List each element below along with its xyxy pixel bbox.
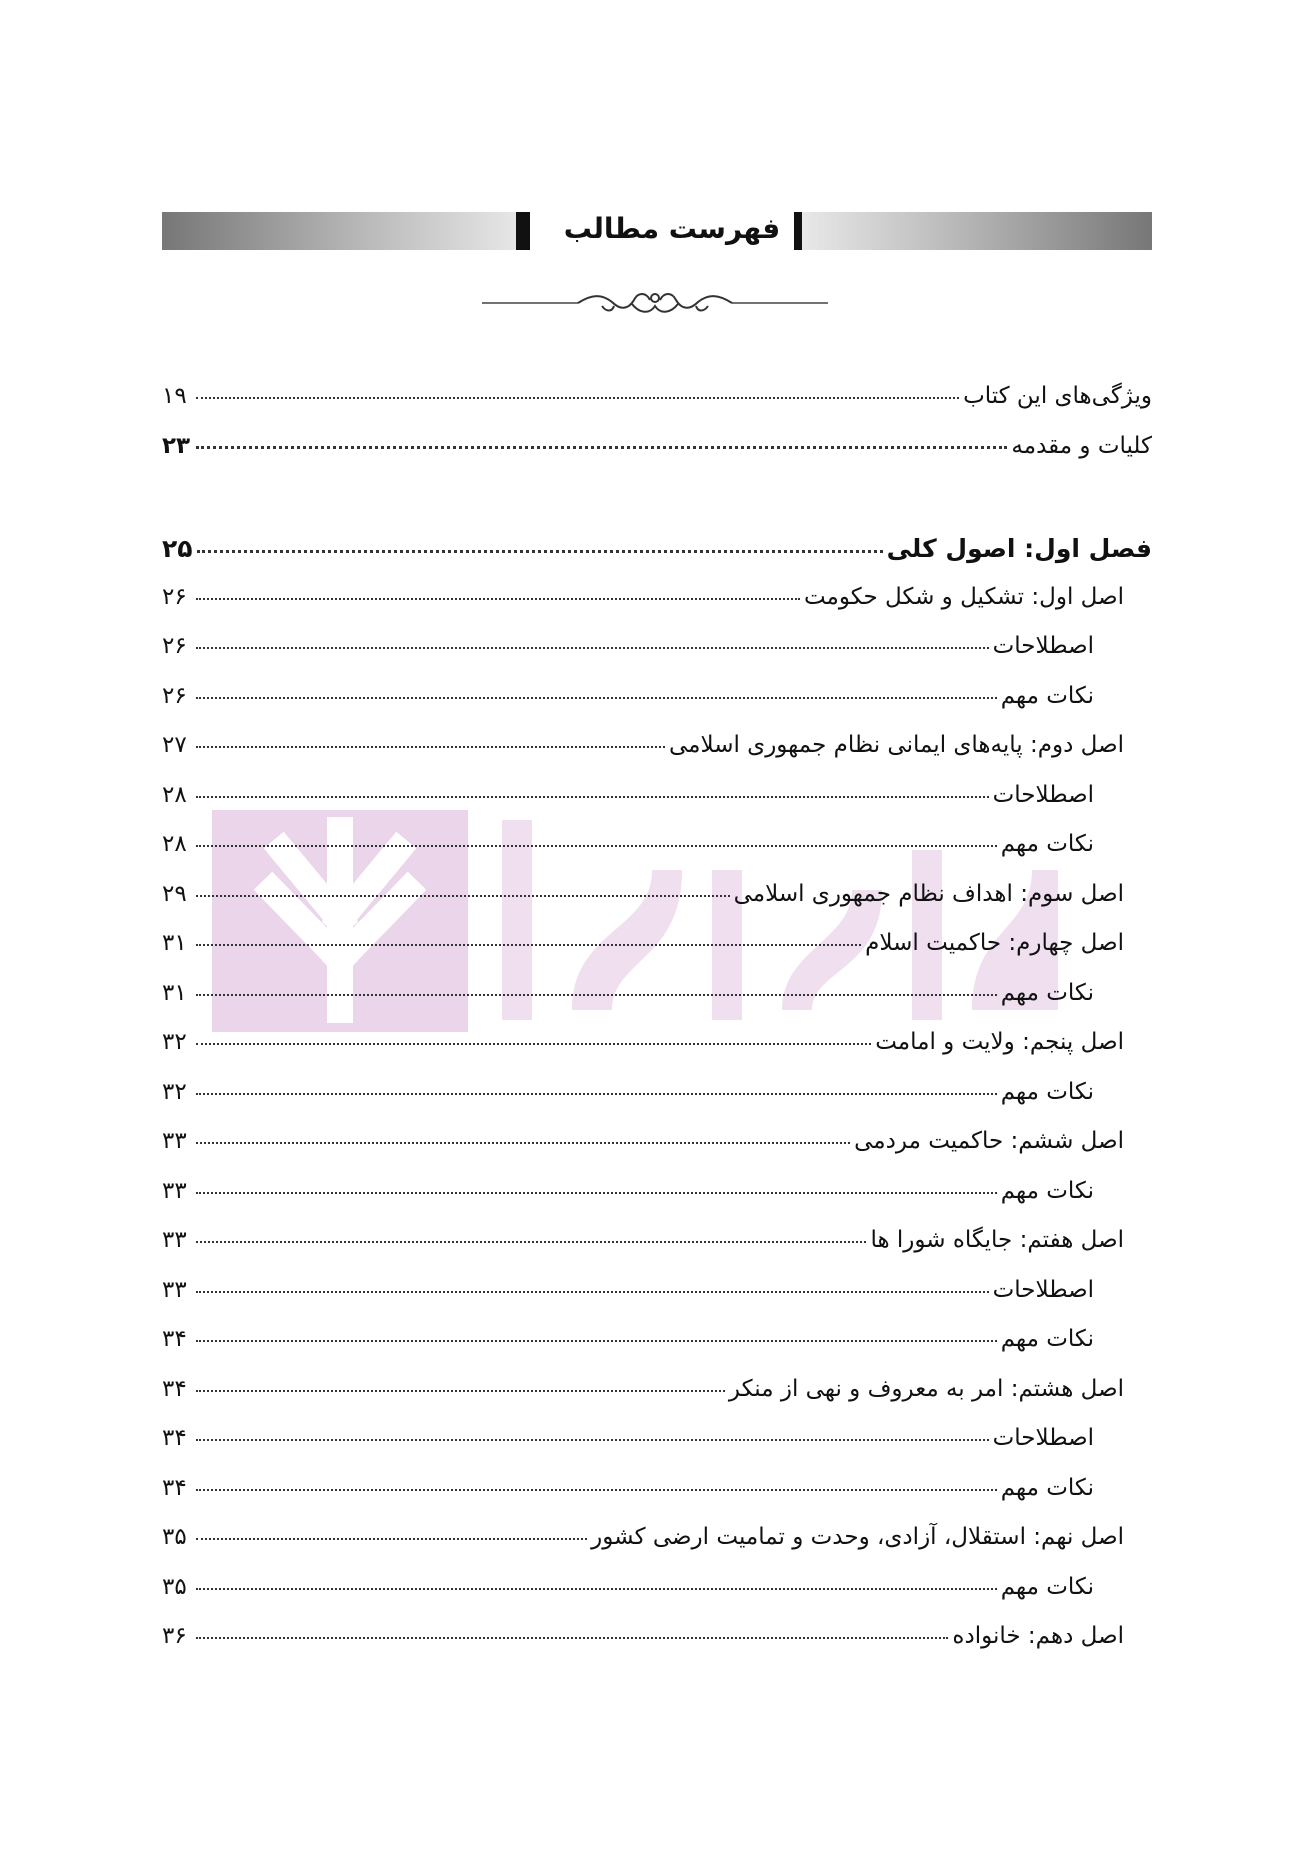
dot-leader	[196, 1489, 997, 1491]
toc-entry-page: ۳۲	[162, 1078, 187, 1105]
toc-entry-page: ۳۱	[162, 979, 187, 1006]
dot-leader	[196, 1538, 587, 1540]
toc-entry-page: ۳۳	[162, 1276, 187, 1303]
toc-entry-title: اصطلاحات	[992, 1276, 1094, 1303]
dot-leader	[196, 446, 1007, 449]
toc-entry[interactable]	[162, 782, 1152, 832]
toc-entry[interactable]	[162, 1277, 1152, 1327]
toc-item-introduction[interactable]	[162, 433, 1152, 483]
toc-entry-page: ۳۳	[162, 1227, 187, 1253]
dot-leader	[196, 746, 665, 748]
toc-entry-page: ۳۵	[162, 1524, 187, 1550]
toc-entry-page: ۳۲	[162, 1029, 187, 1055]
header-bar-right	[802, 212, 1152, 250]
toc-entry-page: ۲۸	[162, 831, 187, 857]
toc-entry-title: اصل نهم: استقلال، آزادی، وحدت و تمامیت ارضی کشور	[591, 1524, 1124, 1550]
toc-entry[interactable]	[162, 1623, 1152, 1673]
toc-entry-page: ۳۱	[162, 930, 187, 956]
dot-leader	[196, 1439, 989, 1441]
toc-header	[162, 206, 1152, 252]
toc-item-title: ویژگی‌های این کتاب	[963, 383, 1152, 409]
toc-entry-title: اصل دوم: پایه‌های ایمانی نظام جمهوری اسلامی	[669, 732, 1124, 758]
toc-entry-title: نکات مهم	[1000, 1177, 1094, 1204]
dot-leader	[196, 1340, 997, 1342]
toc-entry[interactable]	[162, 633, 1152, 683]
dot-leader	[196, 895, 730, 897]
dot-leader	[197, 550, 883, 553]
toc-entry-title: اصطلاحات	[992, 1425, 1094, 1451]
toc-entry-title: اصل دهم: خانواده	[952, 1623, 1124, 1649]
toc-entry-page: ۳۴	[162, 1474, 187, 1501]
toc-entry-page: ۳۴	[162, 1326, 187, 1352]
toc-entry-page: ۲۹	[162, 880, 187, 907]
dot-leader	[196, 1588, 997, 1590]
dot-leader	[196, 397, 959, 399]
dot-leader	[196, 1093, 997, 1095]
toc-entry-title: اصل پنجم: ولایت و امامت	[875, 1029, 1124, 1055]
toc-entry[interactable]	[162, 683, 1152, 733]
toc-entry-page: ۲۷	[162, 732, 187, 758]
dot-leader	[196, 598, 800, 600]
toc-entry-page: ۲۶	[162, 633, 187, 659]
toc-entry-page: ۲۶	[162, 583, 187, 610]
chapter-title: فصل اول: اصول کلی	[886, 534, 1152, 563]
table-of-contents	[162, 383, 1152, 1673]
toc-entry[interactable]	[162, 1178, 1152, 1228]
spacer	[162, 482, 1152, 534]
toc-entry-title: اصطلاحات	[992, 781, 1094, 808]
toc-entry-title: نکات مهم	[1000, 979, 1094, 1006]
toc-entry[interactable]	[162, 881, 1152, 931]
toc-entry-page: ۳۵	[162, 1573, 187, 1600]
toc-entry-page: ۳۴	[162, 1375, 187, 1402]
toc-entry[interactable]	[162, 1326, 1152, 1376]
toc-entry-title: نکات مهم	[1000, 831, 1094, 857]
toc-entry[interactable]	[162, 732, 1152, 782]
toc-entry-title: نکات مهم	[1000, 1078, 1094, 1105]
toc-item-page: ۱۹	[162, 383, 187, 409]
toc-entry[interactable]	[162, 1128, 1152, 1178]
toc-entry-page: ۳۳	[162, 1128, 187, 1154]
dot-leader	[196, 1142, 850, 1144]
toc-entry[interactable]	[162, 1524, 1152, 1574]
dot-leader	[196, 1192, 997, 1194]
dot-leader	[196, 647, 989, 649]
toc-entry-title: نکات مهم	[1000, 682, 1094, 709]
dot-leader	[196, 845, 997, 847]
toc-entry-title: اصطلاحات	[992, 633, 1094, 659]
toc-entry-title: اصل اول: تشکیل و شکل حکومت	[803, 583, 1124, 610]
toc-entry[interactable]	[162, 1079, 1152, 1129]
toc-entry[interactable]	[162, 930, 1152, 980]
toc-entry-title: اصل سوم: اهداف نظام جمهوری اسلامی	[733, 880, 1124, 907]
toc-entry-page: ۲۸	[162, 781, 187, 808]
toc-entry[interactable]	[162, 1227, 1152, 1277]
dot-leader	[196, 1291, 989, 1293]
toc-entry-title: نکات مهم	[1000, 1474, 1094, 1501]
toc-item-title: کلیات و مقدمه	[1011, 432, 1152, 459]
toc-entry-page: ۳۳	[162, 1177, 187, 1204]
dot-leader	[196, 1043, 871, 1045]
flourish-divider-icon	[482, 280, 828, 326]
toc-chapter[interactable]	[162, 534, 1152, 584]
toc-entry[interactable]	[162, 831, 1152, 881]
header-bar-left	[162, 212, 522, 250]
toc-entry-title: نکات مهم	[1000, 1573, 1094, 1600]
toc-entry[interactable]	[162, 1475, 1152, 1525]
dot-leader	[196, 994, 997, 996]
toc-entry-title: اصل ششم: حاکمیت مردمی	[854, 1128, 1124, 1154]
toc-entry-title: اصل چهارم: حاکمیت اسلام	[865, 930, 1124, 956]
toc-entry-page: ۳۴	[162, 1425, 187, 1451]
dot-leader	[196, 1390, 725, 1392]
dot-leader	[196, 1241, 866, 1243]
dot-leader	[196, 796, 989, 798]
header-bar-cap-left	[516, 212, 530, 250]
toc-entry[interactable]	[162, 584, 1152, 634]
toc-entry-page: ۳۶	[162, 1623, 187, 1649]
toc-item-page: ۲۳	[162, 432, 191, 459]
toc-entry[interactable]	[162, 1574, 1152, 1624]
toc-entry[interactable]	[162, 1425, 1152, 1475]
toc-entry[interactable]	[162, 1376, 1152, 1426]
toc-entry[interactable]	[162, 1029, 1152, 1079]
toc-entry-title: اصل هفتم: جایگاه شورا ها	[870, 1227, 1124, 1253]
toc-entry[interactable]	[162, 980, 1152, 1030]
toc-entry-title: نکات مهم	[1000, 1326, 1094, 1352]
toc-entry-page: ۲۶	[162, 682, 187, 709]
dot-leader	[196, 697, 997, 699]
chapter-page: ۲۵	[162, 534, 193, 563]
toc-entry-title: اصل هشتم: امر به معروف و نهی از منکر	[728, 1375, 1124, 1402]
page-title: فهرست مطالب	[563, 212, 781, 245]
toc-item-features[interactable]	[162, 383, 1152, 433]
dot-leader	[196, 1637, 948, 1639]
dot-leader	[196, 944, 861, 946]
